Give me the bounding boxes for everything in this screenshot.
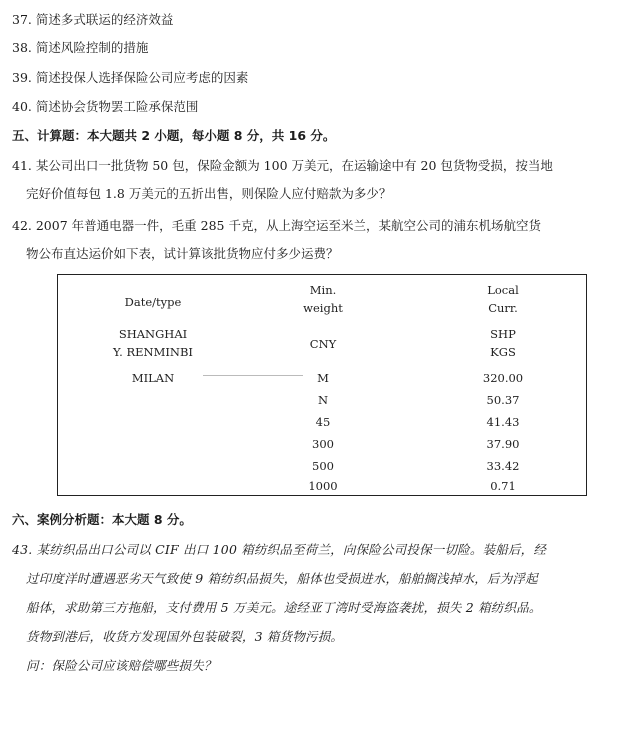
question-42-line-1: 42. 2007 年普通电器一件，毛重 285 千克，从上海空运至米兰，某航空公司的浦东机场航空货 [12, 218, 541, 233]
question-40: 40. 简述协会货物罢工险承保范围 [12, 99, 199, 114]
table-row-rate: 37.90 [486, 437, 520, 451]
table-row-weight: M [317, 371, 329, 385]
table-row-weight: 45 [315, 415, 331, 429]
question-38: 38. 简述风险控制的措施 [12, 40, 149, 55]
table-row-rate: 0.71 [490, 479, 516, 493]
question-43-line-4: 货物到港后，收货方发现国外包装破裂，3 箱货物污损。 [26, 629, 344, 644]
currency-code: CNY [309, 337, 337, 351]
table-row-weight: 1000 [308, 479, 338, 493]
question-37: 37. 简述多式联运的经济效益 [12, 12, 174, 27]
air-freight-rate-table [57, 274, 587, 496]
header-min-weight-line1: Min. [309, 283, 337, 297]
destination-city: MILAN [131, 371, 175, 385]
section-6-heading: 六、案例分析题：本大题 8 分。 [12, 512, 192, 527]
table-row-rate: 320.00 [482, 371, 524, 385]
question-39: 39. 简述投保人选择保险公司应考虑的因素 [12, 70, 249, 85]
header-local-curr-line1: Local [487, 283, 519, 297]
table-row-rate: 33.42 [486, 459, 520, 473]
question-42-line-2: 物公布直达运价如下表，试计算该批货物应付多少运费？ [26, 246, 339, 261]
origin-currency-name: Y. RENMINBI [113, 345, 193, 359]
question-41-line-1: 41. 某公司出口一批货物 50 包，保险金额为 100 万美元，在运输途中有 20 包货物受损，按当地 [12, 158, 553, 173]
header-date-type: Date/type [124, 295, 182, 309]
table-row-weight: N [317, 393, 329, 407]
section-5-heading: 五、计算题：本大题共 2 小题，每小题 8 分，共 16 分。 [12, 128, 336, 143]
unit-line1: SHP [490, 327, 516, 341]
table-row-rate: 50.37 [486, 393, 520, 407]
question-41-line-2: 完好价值每包 1.8 万美元的五折出售，则保险人应付赔款为多少？ [26, 186, 392, 201]
question-43-line-5: 问：保险公司应该赔偿哪些损失？ [26, 658, 217, 673]
question-43-line-3: 船体，求助第三方拖船，支付费用 5 万美元。途经亚丁湾时受海盗袭扰，损失 2 箱纺织品。 [26, 600, 542, 615]
unit-line2: KGS [490, 345, 516, 359]
table-row-rate: 41.43 [486, 415, 520, 429]
table-row-weight: 500 [312, 459, 334, 473]
question-43-line-1: 43. 某纺织品出口公司以 CIF 出口 100 箱纺织品至荷兰，向保险公司投保一切险。装船后，经 [12, 542, 547, 557]
header-min-weight-line2: weight [303, 301, 343, 315]
question-43-line-2: 过印度洋时遭遇恶劣天气致使 9 箱纺织品损失，船体也受损进水，船舶搁浅掉水，后为浮起 [26, 571, 538, 586]
header-local-curr-line2: Curr. [488, 301, 518, 315]
origin-city: SHANGHAI [118, 327, 188, 341]
table-row-weight: 300 [312, 437, 334, 451]
